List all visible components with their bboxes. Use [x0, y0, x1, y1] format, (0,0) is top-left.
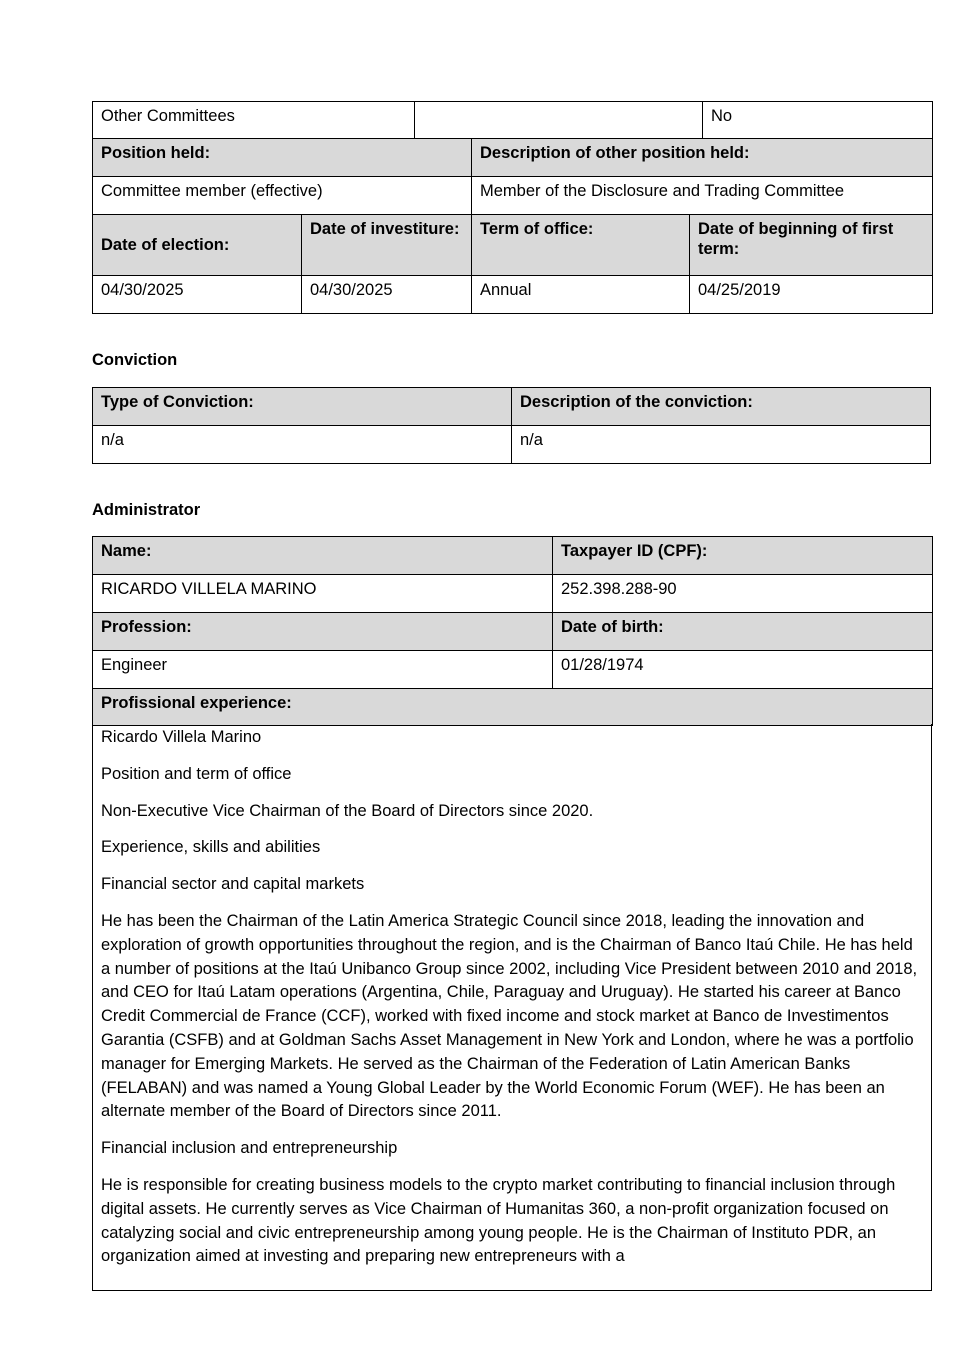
other-committees-label: Other Committees	[93, 102, 415, 140]
other-committees-value	[415, 102, 703, 140]
birth-value: 01/28/1974	[553, 651, 933, 689]
position-heading: Position and term of office	[101, 764, 292, 783]
sector-text: He has been the Chairman of the Latin America Strategic Council since 2018, leading the innovation and exploration of growth opportunities throughout the region, and is the Chairman of Banco Itaú Chile. He has held a number of positions at the Itaú Unibanco Group since 2002, including Vice President between 2010 and 2018, and CEO for Itaú Latam operations (Argentina, Chile, Paraguay and Uruguay). He started his career at Banco Credit Commercial de France (CCF), worked with fixed income and stock market at Banco de Investimentos Garantia (CSFB) and at Goldman Sachs Asset Management in New York and London, where he was a portfolio manager for Emerging Markets. He served as the Chairman of the Federation of Latin American Banks (FELABAN) and was named a Young Global Leader by the World Economic Forum (WEF). He has been an alternate member of the Board of Directors since 2011.	[101, 911, 918, 1121]
first-term-value: 04/25/2019	[690, 276, 933, 314]
skills-heading: Experience, skills and abilities	[101, 838, 321, 857]
conviction-description-label: Description of the conviction:	[512, 388, 931, 426]
administrator-title: Administrator	[92, 501, 201, 519]
conviction-table	[92, 387, 931, 464]
date-investiture-value: 04/30/2025	[302, 276, 472, 314]
inclusion-text: He is responsible for creating business models to the crypto market contributing to financial inclusion through digital assets. He currently serves as Vice Chairman of Humanitas 360, a non-profit organization focused on catalyzing social and civic entrepreneurship among young people. He is the Chairman of Instituto PDR, an organization aimed at investing and preparing new entrepreneurs with a	[101, 1175, 896, 1266]
position-held-label: Position held:	[93, 139, 472, 177]
other-position-value: Member of the Disclosure and Trading Committee	[472, 177, 933, 215]
other-committees-flag: No	[703, 102, 933, 140]
date-election-label: Date of election:	[93, 215, 302, 276]
experience-name: Ricardo Villela Marino	[101, 728, 262, 746]
other-position-label: Description of other position held:	[472, 139, 933, 177]
conviction-type-value: n/a	[93, 426, 512, 464]
position-table	[92, 138, 933, 314]
administrator-table	[92, 536, 933, 726]
experience-label: Profissional experience:	[93, 689, 933, 726]
cpf-label: Taxpayer ID (CPF):	[553, 537, 933, 575]
position-text: Non-Executive Vice Chairman of the Board of Directors since 2020.	[101, 801, 594, 820]
other-committees-table	[92, 101, 933, 140]
cpf-value: 252.398.288-90	[553, 575, 933, 613]
conviction-title: Conviction	[92, 351, 178, 369]
professional-experience	[92, 724, 932, 1291]
position-held-value: Committee member (effective)	[93, 177, 472, 215]
name-value: RICARDO VILLELA MARINO	[93, 575, 553, 613]
conviction-type-label: Type of Conviction:	[93, 388, 512, 426]
inclusion-heading: Financial inclusion and entrepreneurship	[101, 1139, 398, 1158]
profession-label: Profession:	[93, 613, 553, 651]
term-value: Annual	[472, 276, 690, 314]
birth-label: Date of birth:	[553, 613, 933, 651]
name-label: Name:	[93, 537, 553, 575]
date-investiture-label: Date of investiture:	[302, 215, 472, 276]
conviction-description-value: n/a	[512, 426, 931, 464]
term-label: Term of office:	[472, 215, 690, 276]
first-term-label: Date of beginning of first term:	[690, 215, 933, 276]
date-election-value: 04/30/2025	[93, 276, 302, 314]
sector-heading: Financial sector and capital markets	[101, 875, 365, 894]
profession-value: Engineer	[93, 651, 553, 689]
